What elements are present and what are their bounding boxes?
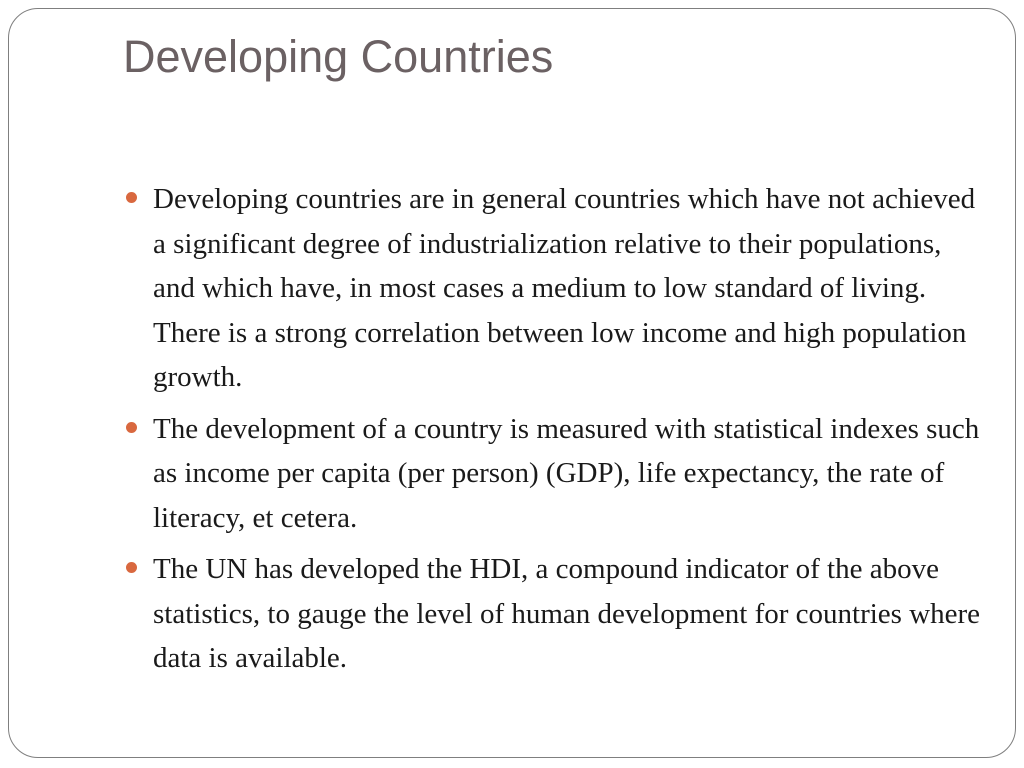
bullet-dot-icon <box>126 562 137 573</box>
bullet-text: The UN has developed the HDI, a compound indicator of the above statistics, to gauge the level of human development for countries where data is available. <box>153 553 981 674</box>
bullet-item-3 <box>123 547 983 681</box>
bullet-list <box>123 177 983 688</box>
bullet-text: Developing countries are in general countries which have not achieved a significant degree of industrialization relative to their populations, and which have, in most cases a medium to low standard of living. There is a strong correlation between low income and high population growth. <box>153 183 976 393</box>
slide-title: Developing Countries <box>123 31 554 82</box>
slide-frame <box>8 8 1016 758</box>
bullet-text: The development of a country is measured with statistical indexes such as income per capita (per person) (GDP), life expectancy, the rate of literacy, et cetera. <box>153 412 980 534</box>
bullet-item-1 <box>123 177 983 400</box>
bullet-item-2 <box>123 407 983 541</box>
bullet-dot-icon <box>126 192 137 203</box>
bullet-dot-icon <box>126 422 137 433</box>
